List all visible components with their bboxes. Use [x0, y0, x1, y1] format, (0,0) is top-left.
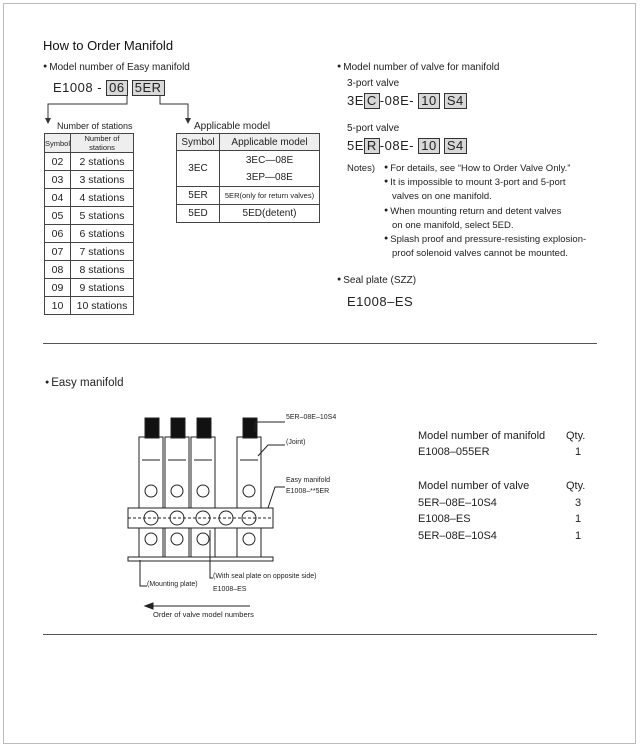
- easy-manifold-heading: ● Model number of Easy manifold: [43, 62, 190, 73]
- manifold-qty-value: 1: [575, 446, 582, 458]
- stations-count: 5 stations: [71, 207, 134, 225]
- stations-count: 2 stations: [71, 153, 134, 171]
- port3-code-part: 3E: [347, 93, 364, 108]
- valve-model-heading: ● Model number of valve for manifold: [337, 62, 499, 73]
- diagram-label-seal-plate: (With seal plate on opposite side): [213, 573, 317, 580]
- stations-count: 8 stations: [71, 261, 134, 279]
- note-item: ● For details, see “How to Order Valve Only.”: [384, 162, 570, 177]
- stations-symbol: 10: [45, 297, 71, 315]
- stations-symbol: 09: [45, 279, 71, 297]
- stations-header-number: Number of stations: [71, 134, 134, 153]
- port3-code-box: S4: [444, 93, 467, 109]
- port5-label: 5-port valve: [347, 123, 400, 134]
- stations-count: 9 stations: [71, 279, 134, 297]
- diagram-label-easy-manifold: Easy manifold: [286, 477, 330, 484]
- stations-count: 7 stations: [71, 243, 134, 261]
- divider: [43, 634, 597, 635]
- manifold-model-header: Model number of manifold: [418, 430, 546, 442]
- diagram-label-joint: (Joint): [286, 439, 306, 446]
- note-item: valves on one manifold.: [392, 191, 492, 202]
- applicable-symbol: 3EC: [177, 151, 220, 187]
- stations-count: 3 stations: [71, 171, 134, 189]
- applicable-model: 5ER(only for return valves): [220, 187, 320, 205]
- stations-symbol: 06: [45, 225, 71, 243]
- port5-code-box: S4: [444, 138, 467, 154]
- valve-model-value: 5ER–08E–10S4: [418, 497, 497, 509]
- port5-code-part: -08E-: [379, 138, 415, 153]
- applicable-header-symbol: Symbol: [177, 134, 220, 151]
- valve-qty-value: 1: [575, 530, 582, 542]
- valve-model-header: Model number of valve: [418, 480, 530, 492]
- stations-count: 10 stations: [71, 297, 134, 315]
- diagram-label-easy-manifold-code: E1008–**5ER: [286, 488, 330, 495]
- stations-symbol: 04: [45, 189, 71, 207]
- valve-model-value: E1008–ES: [418, 513, 471, 525]
- stations-count: 6 stations: [71, 225, 134, 243]
- seal-plate-code: E1008–ES: [347, 294, 414, 309]
- stations-count: 4 stations: [71, 189, 134, 207]
- section-title: How to Order Manifold: [43, 38, 174, 53]
- applicable-label: Applicable model: [194, 121, 271, 132]
- stations-label: Number of stations: [57, 121, 133, 131]
- stations-symbol: 05: [45, 207, 71, 225]
- manifold-qty-header: Qty.: [566, 430, 586, 442]
- valve-model-value: 5ER–08E–10S4: [418, 530, 497, 542]
- note-item: ● When mounting return and detent valves: [384, 205, 561, 220]
- port3-code-box: C: [364, 93, 380, 109]
- port5-code-part: 5E: [347, 138, 364, 153]
- diagram-label-seal-code: E1008–ES: [213, 586, 247, 593]
- stations-symbol: 08: [45, 261, 71, 279]
- model-code-box: 5ER: [132, 80, 165, 96]
- notes-label: Notes): [347, 163, 375, 174]
- applicable-header-model: Applicable model: [220, 134, 320, 151]
- diagram-label-mounting-plate: (Mounting plate): [147, 581, 198, 588]
- valve-qty-value: 3: [575, 497, 582, 509]
- code-prefix: E1008 -: [53, 80, 103, 95]
- seal-plate-heading: ● Seal plate (SZZ): [337, 275, 416, 286]
- applicable-model: 3EC—08E: [245, 154, 294, 166]
- applicable-model: 3EP—08E: [246, 171, 293, 183]
- note-item: ● It is impossible to mount 3-port and 5-port: [384, 176, 566, 191]
- stations-symbol: 03: [45, 171, 71, 189]
- applicable-model: 5ED(detent): [220, 205, 320, 223]
- note-item: ● Splash proof and pressure-resisting explosion-: [384, 233, 586, 248]
- stations-symbol: 07: [45, 243, 71, 261]
- port3-label: 3-port valve: [347, 78, 400, 89]
- stations-symbol: 02: [45, 153, 71, 171]
- stations-code-box: 06: [106, 80, 127, 96]
- note-item: proof solenoid valves cannot be mounted.: [392, 248, 568, 259]
- manifold-model-value: E1008–055ER: [418, 446, 490, 458]
- port5-code-box: R: [364, 138, 380, 154]
- stations-header-symbol: Symbol: [45, 134, 71, 153]
- easy-manifold-section-heading: ● Easy manifold: [45, 377, 123, 389]
- diagram-label-order: Order of valve model numbers: [153, 610, 254, 619]
- diagram-label-valve: 5ER–08E–10S4: [286, 414, 337, 421]
- applicable-symbol: 5ED: [177, 205, 220, 223]
- note-item: on one manifold, select 5ED.: [392, 220, 514, 231]
- applicable-symbol: 5ER: [177, 187, 220, 205]
- valve-qty-value: 1: [575, 513, 582, 525]
- port3-code-box: 10: [418, 93, 439, 109]
- port3-code-part: -08E-: [379, 93, 415, 108]
- port5-code-box: 10: [418, 138, 439, 154]
- valve-qty-header: Qty.: [566, 480, 586, 492]
